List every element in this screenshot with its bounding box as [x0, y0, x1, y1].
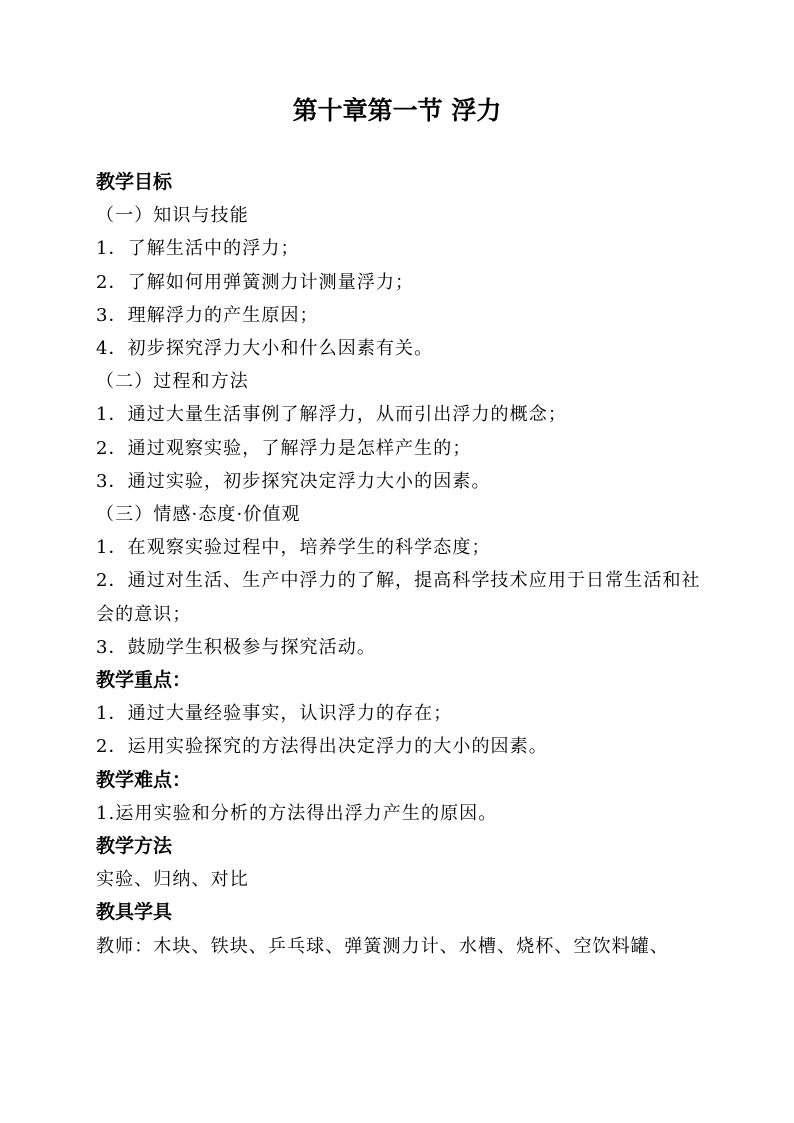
methods-text: 实验、归纳、对比: [96, 869, 249, 891]
section-heading-methods: 教学方法: [96, 835, 173, 858]
page-title: 第十章第一节 浮力: [292, 96, 502, 125]
list-item: 1．在观察实验过程中，培养学生的科学态度；: [96, 537, 491, 559]
subsection-process-methods: （二）过程和方法: [96, 371, 249, 393]
list-item: 3．理解浮力的产生原因；: [96, 304, 319, 326]
list-item: 1.运用实验和分析的方法得出浮力产生的原因。: [96, 802, 498, 824]
tools-text: 教师：木块、铁块、乒乓球、弹簧测力计、水槽、烧杯、空饮料罐、: [96, 935, 669, 957]
section-heading-tools: 教具学具: [96, 901, 173, 924]
list-item: 4．初步探究浮力大小和什么因素有关。: [96, 338, 434, 360]
section-heading-difficulties: 教学难点：: [96, 768, 192, 791]
list-item: 2．了解如何用弹簧测力计测量浮力；: [96, 271, 415, 293]
section-heading-key-points: 教学重点：: [96, 669, 192, 692]
section-heading-objectives: 教学目标: [96, 171, 173, 193]
list-item: 1．通过大量经验事实，认识浮力的存在；: [96, 703, 453, 725]
list-item: 3．鼓励学生积极参与探究活动。: [96, 636, 376, 658]
subsection-emotion-attitude-values: （三）情感·态度·价值观: [96, 504, 301, 526]
subsection-knowledge-skills: （一）知识与技能: [96, 205, 249, 227]
list-item: 2．通过观察实验，了解浮力是怎样产生的；: [96, 437, 472, 459]
list-item: 2．通过对生活、生产中浮力的了解，提高科学技术应用于日常生活和社会的意识；: [96, 570, 701, 625]
document-body: [96, 166, 706, 963]
list-item: 1．了解生活中的浮力；: [96, 238, 300, 260]
list-item: 1．通过大量生活事例了解浮力，从而引出浮力的概念；: [96, 404, 567, 426]
list-item: 3．通过实验，初步探究决定浮力大小的因素。: [96, 470, 491, 492]
list-item: 2．运用实验探究的方法得出决定浮力的大小的因素。: [96, 736, 548, 758]
